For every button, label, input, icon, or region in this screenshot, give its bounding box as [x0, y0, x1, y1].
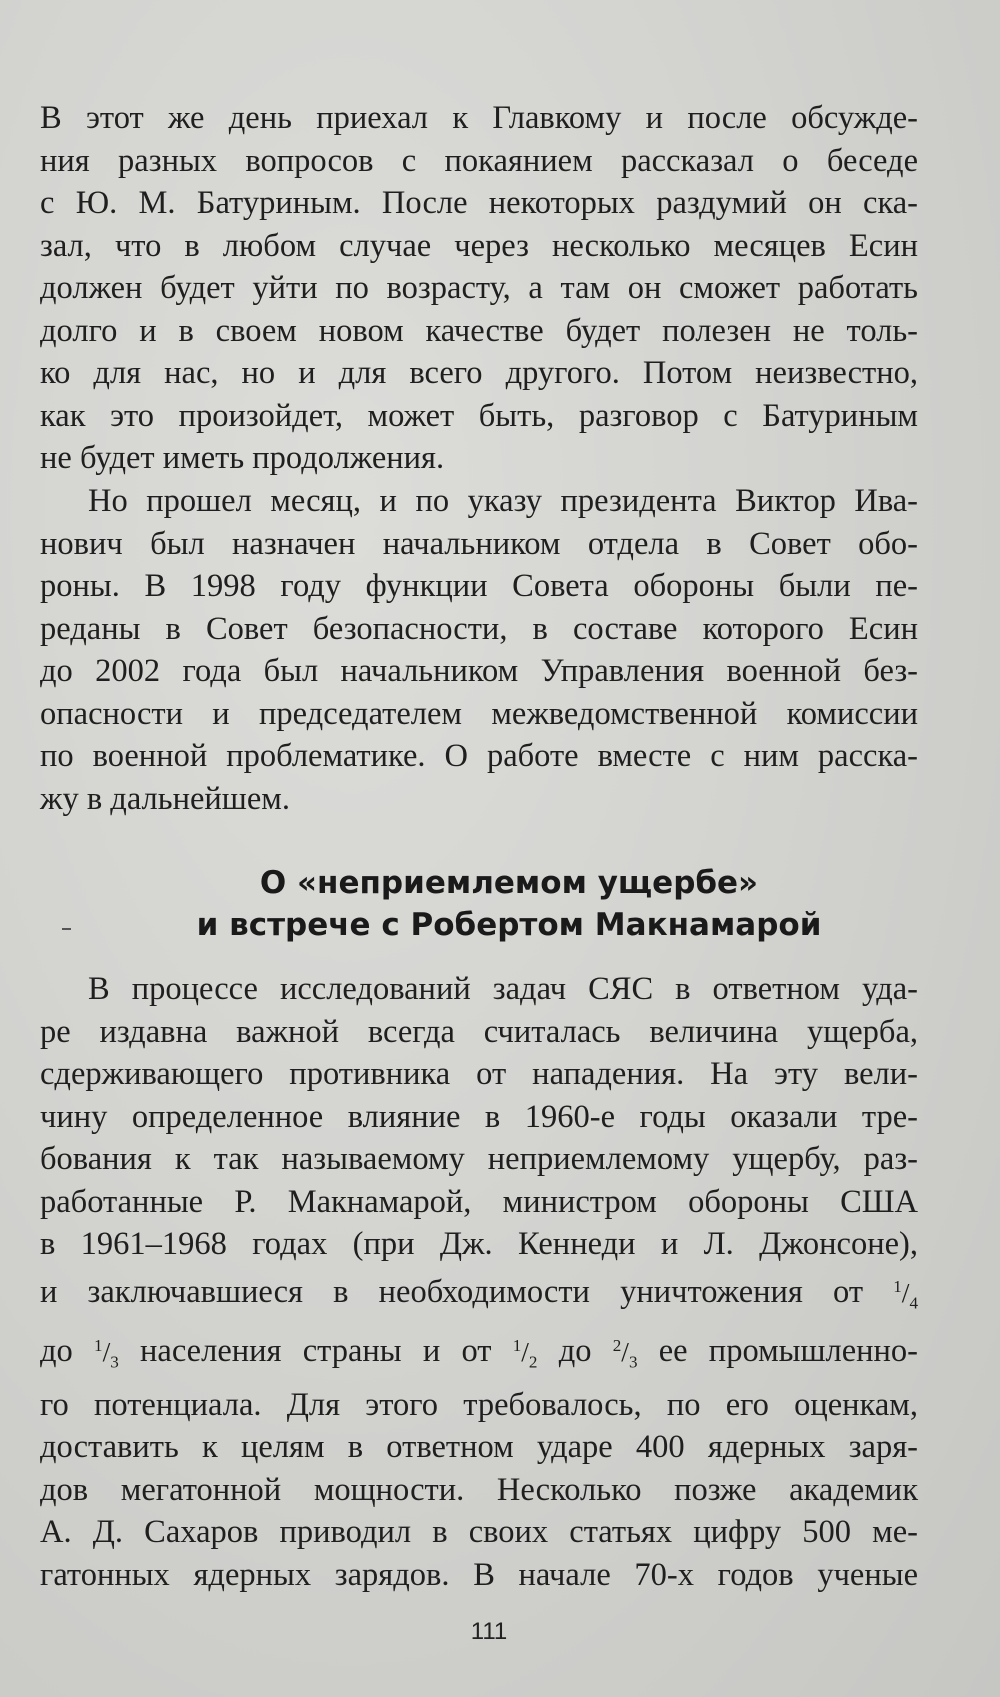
- text-line: ре издавна важной всегда считалась величина ущерба,: [40, 1013, 918, 1050]
- text-line: роны. В 1998 году функции Совета обороны были пе-: [40, 568, 918, 604]
- text-line: по военной проблематике. О работе вместе с ним расска-: [40, 738, 918, 774]
- fraction-1-4: $^1/_4$: [893, 1276, 918, 1313]
- text-span: населения страны и от: [140, 1332, 492, 1369]
- text-line: до 2002 года был начальником Управления военной без-: [40, 653, 918, 689]
- text-line-with-fractions: [40, 1325, 918, 1384]
- section-heading: [40, 862, 918, 946]
- text-line: го потенциала. Для этого требовалось, по его оценкам,: [40, 1386, 918, 1423]
- text-line: чину определенное влияние в 1960-е годы оказали тре-: [40, 1098, 918, 1135]
- paragraph-2: [40, 480, 918, 820]
- text-line: бования к так называемому неприемлемому ущербу, раз-: [40, 1141, 918, 1177]
- text-line: не будет иметь продолжения.: [40, 440, 445, 476]
- page-number: 111: [470, 1618, 508, 1645]
- text-line: ко для нас, но и для всего другого. Потом неизвестно,: [40, 355, 918, 391]
- text-line: В этот же день приехал к Главкому и после обсужде-: [40, 100, 918, 136]
- text-line: зал, что в любом случае через несколько месяцев Есин: [40, 227, 918, 264]
- text-line: сдерживающего противника от нападения. На эту вели-: [40, 1056, 918, 1092]
- heading-line-2: и встрече с Робертом Макнамарой: [196, 907, 822, 943]
- text-line: должен будет уйти по возрасту, а там он сможет работать: [40, 270, 918, 306]
- text-line: Но прошел месяц, и по указу президента Виктор Ива-: [88, 483, 918, 519]
- text-line: с Ю. М. Батуриным. После некоторых раздумий он ска-: [40, 185, 918, 221]
- text-line: в 1961–1968 годах (при Дж. Кеннеди и Л. Джонсоне),: [40, 1226, 918, 1262]
- fraction-denominator: 3: [110, 1352, 119, 1372]
- text-line: гатонных ядерных зарядов. В начале 70-х годов ученые: [40, 1556, 918, 1593]
- fraction-numerator: 1: [512, 1335, 522, 1355]
- text-line: ния разных вопросов с покаянием рассказал о беседе: [40, 142, 918, 179]
- fraction-denominator: 3: [628, 1352, 638, 1372]
- paragraph-3: [40, 968, 918, 1596]
- text-line: В процессе исследований задач СЯС в ответном уда-: [88, 971, 918, 1007]
- text-line: А. Д. Сахаров приводил в своих статьях цифру 500 ме-: [40, 1514, 918, 1551]
- fraction-2-3: $^2/_3$: [612, 1335, 638, 1372]
- text-line: долго и в своем новом качестве будет полезен не толь-: [40, 312, 918, 349]
- text-span: до: [558, 1332, 592, 1369]
- text-line: как это произойдет, может быть, разговор с Батуриным: [40, 397, 918, 434]
- text-line: нович был назначен начальником отдела в Совет обо-: [40, 525, 918, 562]
- text-span: ее промышленно-: [658, 1332, 919, 1369]
- fraction-denominator: 4: [909, 1293, 918, 1313]
- text-span: до: [40, 1332, 73, 1369]
- fraction-numerator: 1: [94, 1335, 103, 1355]
- fraction-1-3: $^1/_3$: [94, 1335, 119, 1372]
- text-line: доставить к целям в ответном ударе 400 ядерных заря-: [40, 1429, 918, 1466]
- paragraph-1: [40, 97, 918, 480]
- text-line: дов мегатонной мощности. Несколько позже академик: [40, 1471, 918, 1508]
- text-line: работанные Р. Макнамарой, министром обороны США: [40, 1183, 918, 1220]
- text-line-with-fraction: [40, 1266, 918, 1325]
- fraction-numerator: 2: [612, 1335, 622, 1355]
- text-line: реданы в Совет безопасности, в составе которого Есин: [40, 610, 918, 647]
- text-line: жу в дальнейшем.: [40, 780, 290, 817]
- heading-line-1: О «неприемлемом ущербе»: [259, 865, 759, 901]
- margin-mark: [62, 928, 71, 930]
- fraction-1-2: $^1/_2$: [512, 1335, 538, 1372]
- fraction-numerator: 1: [893, 1276, 902, 1296]
- text-line: опасности и председателем межведомственной комиссии: [40, 695, 918, 732]
- text-span: и заключавшиеся в необходимости уничтожения от: [40, 1273, 864, 1310]
- fraction-denominator: 2: [528, 1352, 538, 1372]
